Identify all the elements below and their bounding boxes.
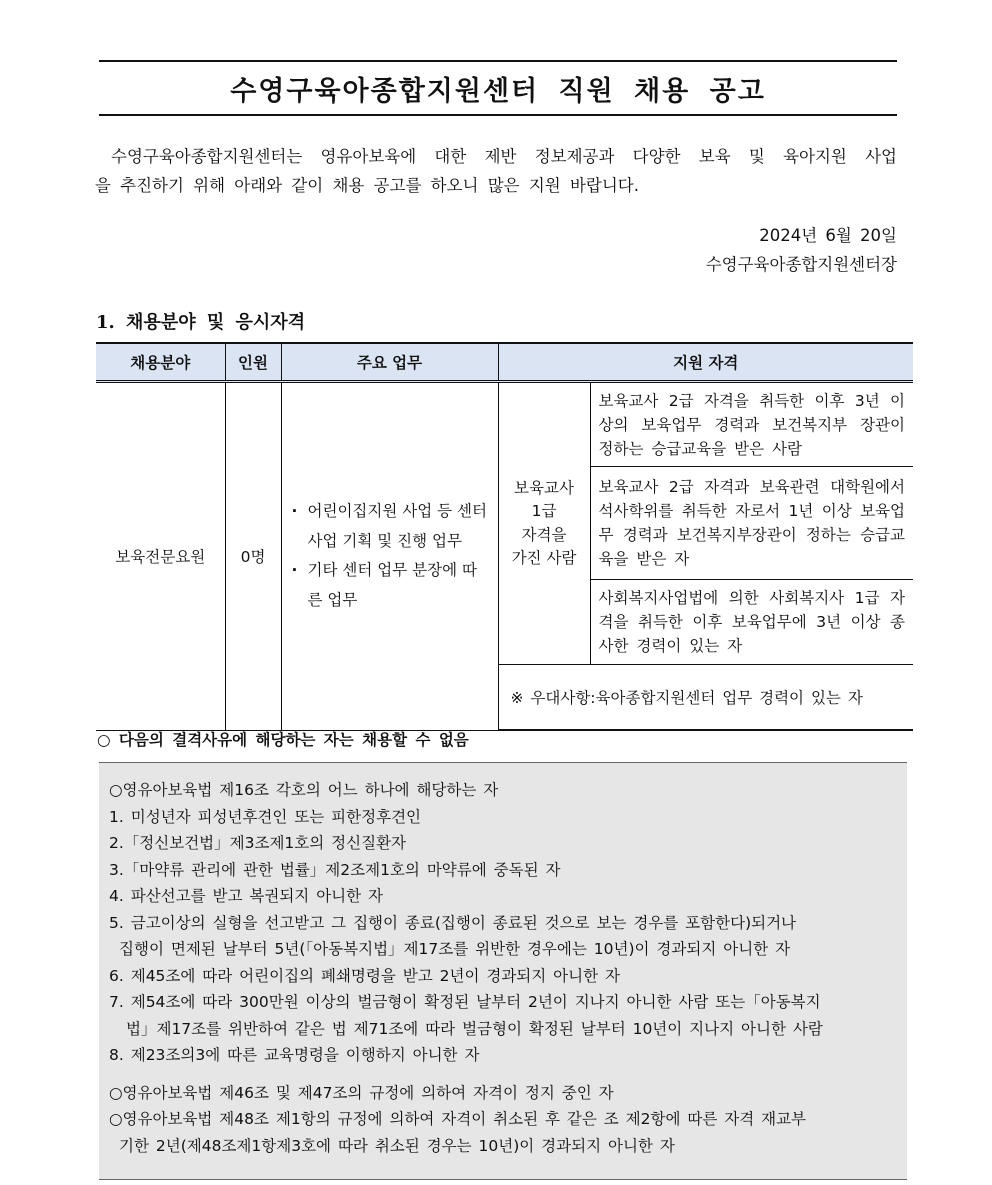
table-row xyxy=(96,382,913,467)
issuer-name: 수영구육아종합지원센터장 xyxy=(705,255,897,274)
header-duties: 주요 업무 xyxy=(281,343,498,382)
list-item: 5. 금고이상의 실형을 선고받고 그 집행이 종료(집행이 종료된 것으로 보는 경우를 포함한다)되거나 xyxy=(109,913,797,932)
list-item: 3.「마약류 관리에 관한 법률」제2조제1호의 마약류에 중독된 자 xyxy=(109,860,561,879)
duties-cell xyxy=(281,382,498,731)
intro-line-1: 수영구육아종합지원센터는 영유아보육에 대한 제반 정보제공과 다양한 보육 및 육아지원 사업 xyxy=(111,147,897,166)
announcement-date: 2024년 6월 20일 xyxy=(759,226,897,245)
count-cell: 0명 xyxy=(225,382,281,731)
list-item: 7. 제54조에 따라 300만원 이상의 벌금형이 확정된 날부터 2년이 지나지 아니한 사람 또는「아동복지 xyxy=(109,993,821,1011)
header-count: 인원 xyxy=(225,343,281,382)
header-qualification: 지원 자격 xyxy=(498,343,913,382)
list-item: 법」제17조를 위반하여 같은 법 제71조에 따라 벌금형이 확정된 날부터 10년이 지나지 아니한 사람 xyxy=(126,1019,823,1038)
list-item: 기한 2년(제48조제1항제3호에 따라 취소된 경우는 10년)이 경과되지 아니한 자 xyxy=(119,1136,675,1155)
field-cell: 보육전문요원 xyxy=(96,382,225,731)
list-item: 1. 미성년자 피성년후견인 또는 피한정후견인 xyxy=(109,807,422,826)
intro-line-2: 을 추진하기 위해 아래와 같이 채용 공고를 하오니 많은 지원 바랍니다. xyxy=(95,176,639,195)
list-item: ○영유아보육법 제48조 제1항의 규정에 의하여 자격이 취소된 후 같은 조 제2항에 따른 자격 재교부 xyxy=(109,1110,807,1128)
qual-type-line: 가진 사람 xyxy=(511,549,577,567)
qual-type-line: 자격을 xyxy=(521,525,567,544)
table-header-row xyxy=(96,343,913,382)
qual-type-line: 1급 xyxy=(531,502,557,520)
page-title: 수영구육아종합지원센터 직원 채용 공고 xyxy=(230,75,766,107)
list-item: 2.「정신보건법」제3조제1호의 정신질환자 xyxy=(109,834,407,852)
list-item: 집행이 면제된 날부터 5년(「아동복지법」제17조를 위반한 경우에는 10년)이 경과되지 아니한 자 xyxy=(119,940,791,958)
qualification-cell: 보육교사 2급 자격을 취득한 이후 3년 이상의 보육업무 경력과 보건복지부 장관이 정하는 승급교육을 받은 사람 xyxy=(590,382,913,467)
disqualification-heading: ○ 다음의 결격사유에 해당하는 자는 채용할 수 없음 xyxy=(97,731,469,749)
duty-item: · 어린이집지원 사업 등 센터 사업 기획 및 진행 업무 xyxy=(290,497,490,556)
list-item: 6. 제45조에 따라 어린이집의 폐쇄명령을 받고 2년이 경과되지 아니한 자 xyxy=(109,966,620,985)
qualification-cell: 보육교사 2급 자격과 보육관련 대학원에서 석사학위를 취득한 자로서 1년 이상 보육업무 경력과 보건복지부장관이 정하는 승급교육을 받은 자 xyxy=(590,467,913,580)
list-item: ○영유아보육법 제46조 및 제47조의 규정에 의하여 자격이 정지 중인 자 xyxy=(109,1083,614,1102)
list-item: 4. 파산선고를 받고 복권되지 아니한 자 xyxy=(109,887,384,905)
qualification-cell: 사회복지사업법에 의한 사회복지사 1급 자격을 취득한 이후 보육업무에 3년 이상 종사한 경력이 있는 자 xyxy=(590,580,913,665)
list-item: 8. 제23조의3에 따른 교육명령을 이행하지 아니한 자 xyxy=(109,1046,480,1064)
section-heading: 1. 채용분야 및 응시자격 xyxy=(96,312,306,333)
recruitment-table xyxy=(96,342,913,731)
intro-paragraph xyxy=(95,142,897,200)
header-field: 채용분야 xyxy=(96,343,225,382)
list-item: ○영유아보육법 제16조 각호의 어느 하나에 해당하는 자 xyxy=(109,781,499,799)
duty-item: · 기타 센터 업무 분장에 따른 업무 xyxy=(290,556,490,615)
qualification-type-cell xyxy=(498,382,590,665)
preference-cell: ※ 우대사항:육아종합지원센터 업무 경력이 있는 자 xyxy=(498,665,913,731)
title-box xyxy=(99,60,897,116)
spacer xyxy=(109,1069,897,1080)
qual-type-line: 보육교사 xyxy=(514,478,574,497)
disqualification-box xyxy=(99,762,907,1180)
